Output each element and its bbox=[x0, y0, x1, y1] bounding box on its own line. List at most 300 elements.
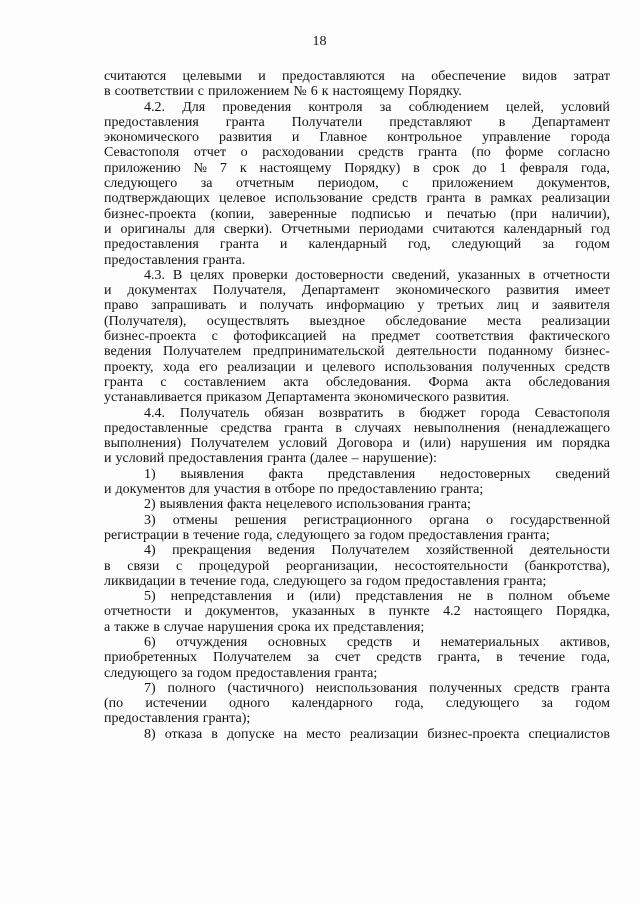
word: прекращения bbox=[172, 543, 252, 559]
word: № bbox=[193, 160, 208, 176]
word: за bbox=[307, 650, 319, 666]
word: на bbox=[283, 726, 298, 742]
word: отборе bbox=[274, 482, 316, 498]
word: за bbox=[350, 573, 363, 589]
word: хода bbox=[163, 359, 190, 375]
word: гранта; bbox=[503, 573, 547, 589]
word: годом bbox=[369, 527, 405, 543]
word: основных bbox=[267, 634, 327, 650]
word: представляют bbox=[389, 114, 472, 130]
word: (или) bbox=[419, 436, 451, 452]
word: экономического bbox=[104, 130, 199, 146]
text-line bbox=[104, 497, 610, 512]
word: с bbox=[197, 84, 204, 100]
word: бизнес-проекта bbox=[427, 726, 520, 742]
word: подписью bbox=[351, 206, 411, 222]
word: бизнес-проекта bbox=[104, 329, 197, 345]
paragraph-item-1 bbox=[104, 467, 610, 498]
word: Получатель bbox=[179, 405, 250, 421]
text-line bbox=[104, 559, 610, 574]
word: в bbox=[179, 573, 186, 589]
word: Получателем bbox=[331, 543, 410, 559]
text-line bbox=[104, 543, 610, 558]
word: реализации bbox=[227, 359, 296, 375]
word: и bbox=[291, 130, 300, 146]
word: Получателя, bbox=[212, 283, 286, 299]
word: предоставляются bbox=[282, 69, 385, 84]
paragraph-para-continuation bbox=[104, 69, 610, 100]
word: гранта bbox=[225, 114, 265, 130]
word: периодом, bbox=[317, 176, 379, 192]
word: в bbox=[335, 420, 343, 436]
word: (или) bbox=[309, 589, 341, 605]
word: предоставления bbox=[104, 252, 199, 268]
word: в bbox=[368, 604, 376, 620]
text-line bbox=[104, 528, 610, 543]
word: – bbox=[351, 451, 359, 467]
word: бизнес-проекта bbox=[104, 206, 197, 222]
word: использования bbox=[336, 497, 425, 513]
word: на bbox=[341, 329, 356, 345]
word: возвратить bbox=[318, 405, 384, 421]
word: (по bbox=[104, 696, 124, 712]
word: в bbox=[486, 589, 494, 605]
word: специалистов bbox=[528, 726, 610, 742]
word: у bbox=[417, 298, 425, 314]
word: места bbox=[487, 313, 522, 329]
word: предмет bbox=[371, 329, 421, 345]
word: следующего bbox=[104, 176, 178, 192]
document-body bbox=[104, 69, 610, 742]
word: указанных bbox=[292, 604, 356, 620]
word: 4.2. bbox=[144, 99, 165, 115]
word: случае bbox=[163, 619, 204, 635]
text-line bbox=[104, 145, 610, 160]
word: несостоятельности bbox=[394, 558, 508, 574]
word: Получателем bbox=[190, 436, 269, 452]
word: средств bbox=[376, 650, 422, 666]
word: неиспользования bbox=[315, 680, 418, 696]
text-line bbox=[104, 406, 610, 421]
word: согласно bbox=[557, 145, 610, 161]
paragraph-para-4-4 bbox=[104, 406, 610, 467]
word: выявления bbox=[159, 497, 224, 513]
word: следующего bbox=[104, 665, 178, 681]
word: календарный bbox=[503, 221, 582, 237]
word: достоверности bbox=[295, 267, 384, 283]
page-number: 18 bbox=[312, 34, 327, 49]
paragraph-item-4 bbox=[104, 543, 610, 589]
word: активов, bbox=[559, 634, 610, 650]
word: обследование bbox=[385, 313, 467, 329]
word: в bbox=[496, 650, 503, 666]
word: гранта, bbox=[437, 650, 481, 666]
word: Порядку. bbox=[408, 84, 462, 100]
word: и bbox=[258, 69, 266, 84]
word: в bbox=[474, 191, 482, 207]
word: и bbox=[412, 634, 421, 650]
word: и bbox=[184, 604, 192, 620]
word: года, bbox=[581, 160, 610, 176]
word: по bbox=[319, 482, 334, 498]
word: 2) bbox=[144, 497, 156, 513]
word: и bbox=[424, 206, 433, 222]
word: реализации bbox=[541, 191, 610, 207]
text-line bbox=[104, 283, 610, 298]
word: использование bbox=[275, 191, 363, 207]
word: и bbox=[104, 283, 112, 299]
text-line bbox=[104, 467, 610, 482]
word: информацию bbox=[326, 298, 405, 314]
word: для bbox=[189, 482, 210, 498]
word: деятельности bbox=[529, 543, 610, 559]
text-line bbox=[104, 589, 610, 604]
word: гранта bbox=[418, 145, 458, 161]
paragraph-item-5 bbox=[104, 589, 610, 635]
word: средств bbox=[346, 634, 393, 650]
word: срок bbox=[432, 160, 460, 176]
word: реализации bbox=[349, 726, 419, 742]
word: условий bbox=[278, 436, 328, 452]
word: ликвидации bbox=[104, 573, 176, 589]
text-line bbox=[104, 635, 610, 650]
word: хозяйственной bbox=[425, 543, 514, 559]
text-line bbox=[104, 161, 610, 176]
text-line bbox=[104, 191, 610, 206]
word: (Получателя), bbox=[104, 313, 187, 329]
word: государственной bbox=[510, 512, 610, 528]
word: бизнес- bbox=[564, 344, 610, 360]
word: настоящего bbox=[474, 604, 543, 620]
word: в bbox=[182, 527, 190, 543]
word: документов bbox=[115, 482, 186, 498]
word: представления bbox=[327, 466, 416, 482]
word: 4.3. bbox=[144, 267, 165, 283]
word: ведения bbox=[267, 543, 315, 559]
word: за bbox=[541, 696, 554, 712]
word: обследования. bbox=[326, 374, 412, 390]
word: представления bbox=[355, 589, 443, 605]
word: до bbox=[472, 160, 487, 176]
word: документов, bbox=[536, 176, 610, 192]
word: за bbox=[181, 665, 193, 681]
text-line bbox=[104, 711, 610, 726]
word: годом bbox=[366, 573, 401, 589]
word: подтверждающих bbox=[104, 191, 210, 207]
word: гранта; bbox=[334, 665, 378, 681]
word: гранта; bbox=[428, 497, 471, 513]
word: предоставленные bbox=[104, 420, 208, 436]
text-line bbox=[104, 69, 610, 84]
word: решения bbox=[234, 512, 287, 528]
word: отмены bbox=[172, 512, 218, 528]
word: нарушения bbox=[460, 436, 527, 452]
word: и bbox=[286, 589, 295, 605]
word: печатью bbox=[446, 206, 497, 222]
text-line bbox=[104, 604, 610, 619]
word: календарного bbox=[291, 696, 373, 712]
word: случаях bbox=[354, 420, 402, 436]
paragraph-item-7 bbox=[104, 681, 610, 727]
text-line bbox=[104, 451, 610, 466]
word: им bbox=[536, 436, 553, 452]
word: предпринимательской bbox=[252, 344, 385, 360]
text-line bbox=[104, 696, 610, 711]
word: города bbox=[570, 130, 610, 146]
word: (копии, bbox=[210, 206, 255, 222]
text-line bbox=[104, 436, 610, 451]
paragraph-item-2 bbox=[104, 497, 610, 512]
word: отчетности bbox=[104, 604, 171, 620]
word: города bbox=[480, 405, 520, 421]
word: предоставлению bbox=[337, 482, 437, 498]
word: а bbox=[104, 619, 111, 635]
word: процедурой bbox=[198, 558, 270, 574]
word: Департамента bbox=[265, 390, 350, 406]
word: средства bbox=[220, 420, 272, 436]
word: развития bbox=[218, 130, 272, 146]
word: условий bbox=[561, 99, 610, 115]
word: в bbox=[153, 619, 160, 635]
word: Форма bbox=[428, 374, 469, 390]
word: 6) bbox=[144, 634, 156, 650]
word: 1 bbox=[499, 160, 507, 176]
word: года, bbox=[394, 696, 424, 712]
word: одного bbox=[228, 696, 270, 712]
word: участия bbox=[213, 482, 261, 498]
word: в bbox=[104, 558, 111, 574]
word: нарушения bbox=[207, 619, 274, 635]
word: года, bbox=[581, 650, 610, 666]
word: ведения bbox=[104, 344, 152, 360]
word: на bbox=[401, 69, 415, 84]
word: указанных bbox=[457, 267, 521, 283]
word: бюджет bbox=[419, 405, 466, 421]
text-line bbox=[104, 344, 610, 359]
word: за bbox=[379, 99, 392, 115]
text-line bbox=[104, 222, 610, 237]
word: факта bbox=[268, 466, 304, 482]
word: пункте bbox=[388, 604, 430, 620]
word: к bbox=[239, 160, 247, 176]
word: их bbox=[314, 619, 330, 635]
word: соответствии bbox=[114, 84, 194, 100]
word: к bbox=[321, 84, 329, 100]
word: для bbox=[194, 221, 215, 237]
word: гранта bbox=[219, 237, 259, 253]
word: расходовании bbox=[262, 145, 344, 161]
word: (далее bbox=[310, 451, 348, 467]
word: осуществлять bbox=[206, 313, 290, 329]
word: органа bbox=[429, 512, 469, 528]
word: в bbox=[104, 84, 111, 100]
word: средств bbox=[371, 191, 418, 207]
word: течение bbox=[518, 650, 566, 666]
text-line bbox=[104, 298, 610, 313]
word: с bbox=[160, 374, 167, 390]
text-line bbox=[104, 253, 610, 268]
word: приложением bbox=[431, 176, 514, 192]
text-line bbox=[104, 375, 610, 390]
word: средств bbox=[564, 359, 610, 375]
word: отчетности bbox=[542, 267, 610, 283]
text-line bbox=[104, 84, 610, 99]
word: Главное bbox=[319, 130, 368, 146]
text-line bbox=[104, 574, 610, 589]
word: связи bbox=[127, 558, 160, 574]
word: гранта bbox=[104, 374, 143, 390]
word: обеспечение bbox=[431, 69, 506, 84]
word: годом bbox=[196, 665, 232, 681]
text-line bbox=[104, 513, 610, 528]
word: следующего bbox=[273, 573, 347, 589]
word: предоставления bbox=[104, 237, 199, 253]
word: полного bbox=[167, 680, 216, 696]
word: 7) bbox=[144, 680, 156, 696]
text-line bbox=[104, 314, 610, 329]
word: форме bbox=[505, 145, 544, 161]
word: Севастополя bbox=[534, 405, 610, 421]
text-line bbox=[104, 100, 610, 115]
word: 5) bbox=[144, 589, 156, 605]
word: следующего bbox=[276, 527, 350, 543]
word: год bbox=[590, 221, 610, 237]
word: акта bbox=[283, 374, 309, 390]
word: с bbox=[175, 558, 183, 574]
word: реорганизации, bbox=[286, 558, 378, 574]
word: нарушение): bbox=[362, 451, 437, 467]
word: рамках bbox=[490, 191, 533, 207]
word: о bbox=[486, 512, 494, 528]
text-line bbox=[104, 620, 610, 635]
word: и bbox=[104, 221, 112, 237]
word: Отчетными bbox=[281, 221, 351, 237]
word: экономического bbox=[395, 283, 491, 299]
word: 4) bbox=[144, 543, 156, 559]
word: гранта bbox=[426, 191, 466, 207]
word: года, bbox=[240, 573, 270, 589]
word: выполнения) bbox=[104, 436, 182, 452]
word: срока bbox=[277, 619, 311, 635]
word: лиц bbox=[496, 298, 519, 314]
word: нематериальных bbox=[440, 634, 540, 650]
word: сведений bbox=[555, 466, 610, 482]
word: следующий bbox=[451, 237, 522, 253]
word: обследования bbox=[528, 374, 610, 390]
word: место bbox=[306, 726, 341, 742]
word: проведения bbox=[222, 99, 292, 115]
word: гранта bbox=[284, 420, 324, 436]
word: условий bbox=[115, 451, 165, 467]
word: право bbox=[104, 298, 139, 314]
word: гранта bbox=[267, 451, 307, 467]
text-line bbox=[104, 360, 610, 375]
word: предоставления bbox=[104, 114, 199, 130]
word: 6 bbox=[310, 84, 318, 100]
word: и bbox=[279, 237, 288, 253]
word: настоящему bbox=[332, 84, 405, 100]
word: приложению bbox=[104, 160, 181, 176]
word: имеет bbox=[575, 283, 610, 299]
word: течение bbox=[193, 527, 240, 543]
word: гранта bbox=[571, 680, 610, 696]
word: счет bbox=[335, 650, 361, 666]
word: целевыми bbox=[182, 69, 242, 84]
word: обязан bbox=[264, 405, 304, 421]
word: годом bbox=[575, 237, 610, 253]
text-line bbox=[104, 130, 610, 145]
word: факта bbox=[227, 497, 262, 513]
text-line bbox=[104, 329, 610, 344]
word: целевое bbox=[219, 191, 266, 207]
word: документах bbox=[127, 283, 198, 299]
word: оригиналы bbox=[120, 221, 186, 237]
word: Для bbox=[182, 99, 206, 115]
word: экономического bbox=[354, 390, 449, 406]
word: развития. bbox=[452, 390, 510, 406]
word: третьих bbox=[437, 298, 484, 314]
word: непредставления bbox=[170, 589, 272, 605]
word: нецелевого bbox=[265, 497, 333, 513]
word: следующего bbox=[445, 696, 520, 712]
word: составлением bbox=[183, 374, 266, 390]
word: выявления bbox=[180, 466, 244, 482]
word: Департамент bbox=[532, 114, 610, 130]
word: В bbox=[172, 267, 183, 283]
word: настоящему bbox=[259, 160, 332, 176]
text-line bbox=[104, 666, 610, 681]
word: целей, bbox=[506, 99, 544, 115]
word: Получателем bbox=[163, 344, 242, 360]
word: и bbox=[239, 298, 247, 314]
word: недостоверных bbox=[439, 466, 531, 482]
word: за bbox=[542, 237, 555, 253]
word: и bbox=[104, 451, 112, 467]
word: реализации bbox=[541, 313, 610, 329]
word: (по bbox=[471, 145, 491, 161]
word: отказа bbox=[164, 726, 203, 742]
word: его bbox=[199, 359, 218, 375]
word: Порядка, bbox=[555, 604, 610, 620]
word: истечении bbox=[145, 696, 207, 712]
text-line bbox=[104, 727, 610, 742]
word: гранта; bbox=[506, 527, 550, 543]
word: 4.4. bbox=[144, 405, 165, 421]
word: год, bbox=[407, 237, 431, 253]
word: документов, bbox=[205, 604, 279, 620]
word: годом bbox=[575, 696, 610, 712]
text-line bbox=[104, 268, 610, 283]
word: видов bbox=[522, 69, 557, 84]
word: развития bbox=[506, 283, 560, 299]
word: сверки). bbox=[223, 221, 273, 237]
word: (банкротства), bbox=[524, 558, 610, 574]
word: проекту, bbox=[104, 359, 154, 375]
word: регистрационного bbox=[303, 512, 413, 528]
word: Договора bbox=[337, 436, 393, 452]
paragraph-item-3 bbox=[104, 513, 610, 544]
word: акта bbox=[485, 374, 512, 390]
word: полученных bbox=[482, 359, 556, 375]
word: сведений, bbox=[391, 267, 450, 283]
word: Получателем bbox=[213, 650, 292, 666]
word: (ненадлежащего bbox=[512, 420, 610, 436]
word: Порядку) bbox=[344, 160, 401, 176]
word: о bbox=[240, 145, 248, 161]
word: фактического bbox=[529, 329, 610, 345]
text-line bbox=[104, 482, 610, 497]
word: 8) bbox=[144, 726, 156, 742]
